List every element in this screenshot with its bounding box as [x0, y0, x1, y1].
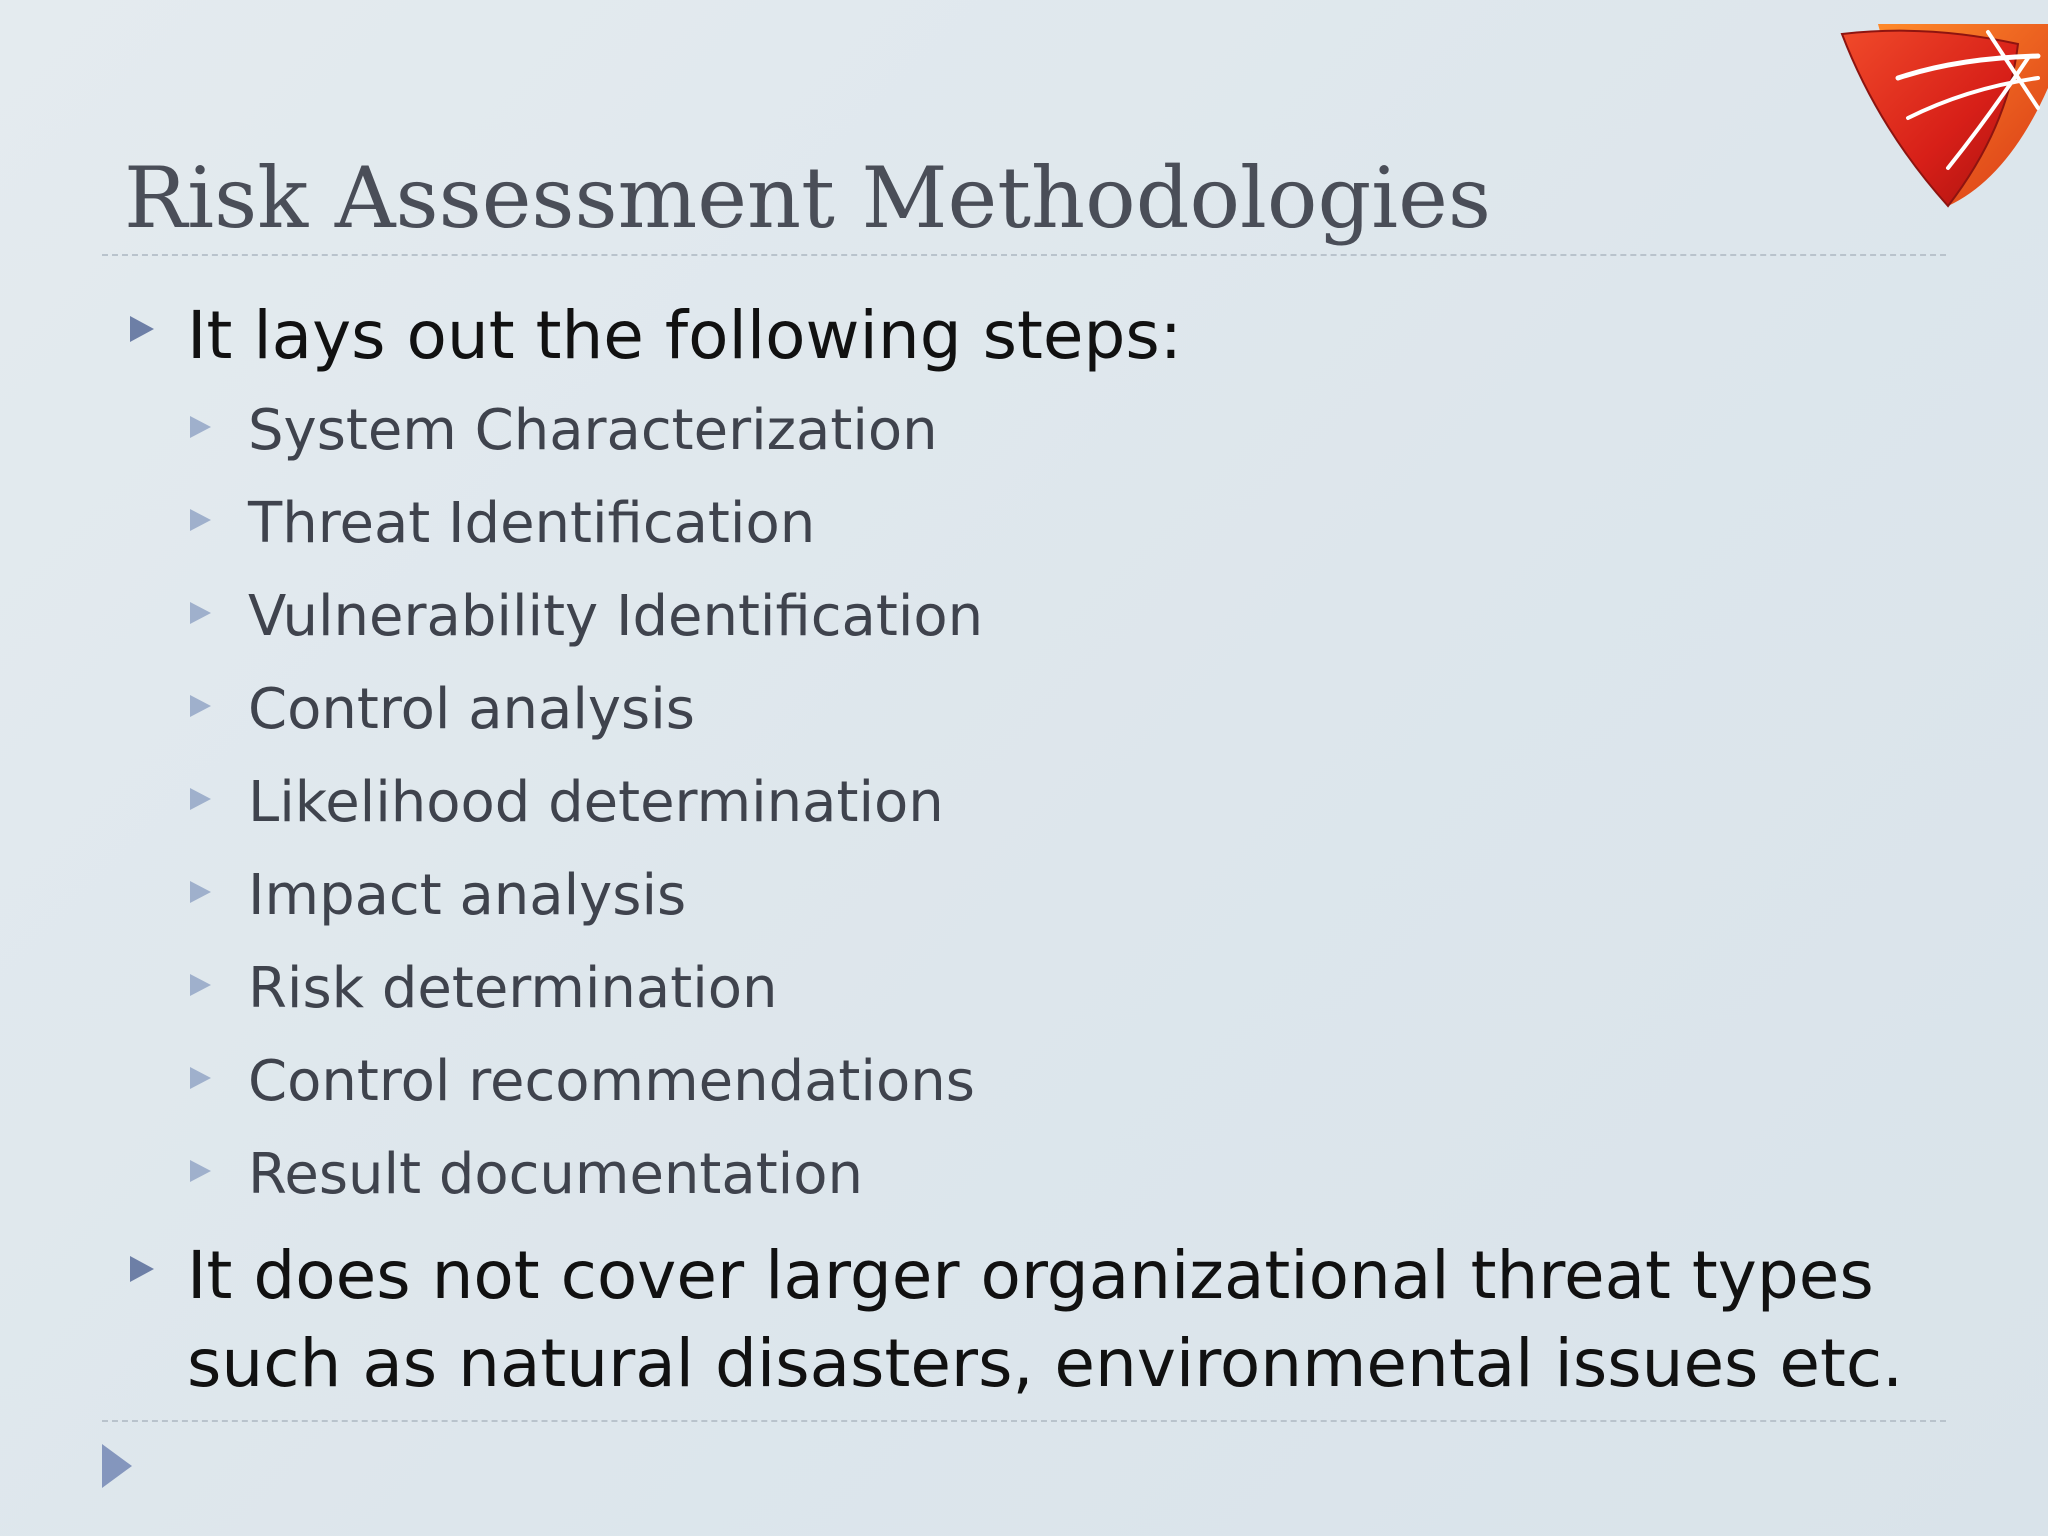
play-arrow-icon [102, 1444, 132, 1488]
bullet-note [130, 1232, 1987, 1408]
triangle-bullet-icon [190, 1160, 211, 1182]
bullet-intro-text: It lays out the following steps: [187, 297, 1182, 374]
triangle-bullet-icon [190, 881, 211, 903]
step-text: Impact analysis [248, 863, 687, 928]
footer-divider [102, 1420, 1946, 1422]
triangle-bullet-icon [130, 1256, 154, 1282]
step-item [190, 675, 695, 745]
step-text: Vulnerability Identification [248, 584, 984, 649]
step-text: Control recommendations [248, 1049, 975, 1114]
triangle-bullet-icon [190, 695, 211, 717]
triangle-bullet-icon [190, 602, 211, 624]
step-item [190, 954, 778, 1024]
step-text: Likelihood determination [248, 770, 944, 835]
step-text: Control analysis [248, 677, 695, 742]
step-text: Result documentation [248, 1142, 863, 1207]
triangle-bullet-icon [130, 316, 154, 342]
triangle-bullet-icon [190, 509, 211, 531]
step-item [190, 861, 686, 931]
step-text: Threat Identification [248, 491, 816, 556]
title-divider [102, 254, 1946, 256]
triangle-bullet-icon [190, 416, 211, 438]
step-item [190, 1047, 975, 1117]
triangle-bullet-icon [190, 974, 211, 996]
step-item [190, 582, 983, 652]
step-item [190, 1140, 863, 1210]
step-text: System Characterization [248, 398, 938, 463]
bullet-note-text: It does not cover larger organizational threat types such as natural disasters, environmental issues etc. [187, 1237, 1904, 1402]
step-text: Risk determination [248, 956, 778, 1021]
step-item [190, 768, 944, 838]
triangle-bullet-icon [190, 788, 211, 810]
step-item [190, 489, 815, 559]
red-shield-logo-icon [1838, 18, 2048, 218]
slide-title: Risk Assessment Methodologies [124, 149, 1491, 247]
bullet-intro [130, 292, 1987, 380]
step-item [190, 396, 938, 466]
triangle-bullet-icon [190, 1067, 211, 1089]
